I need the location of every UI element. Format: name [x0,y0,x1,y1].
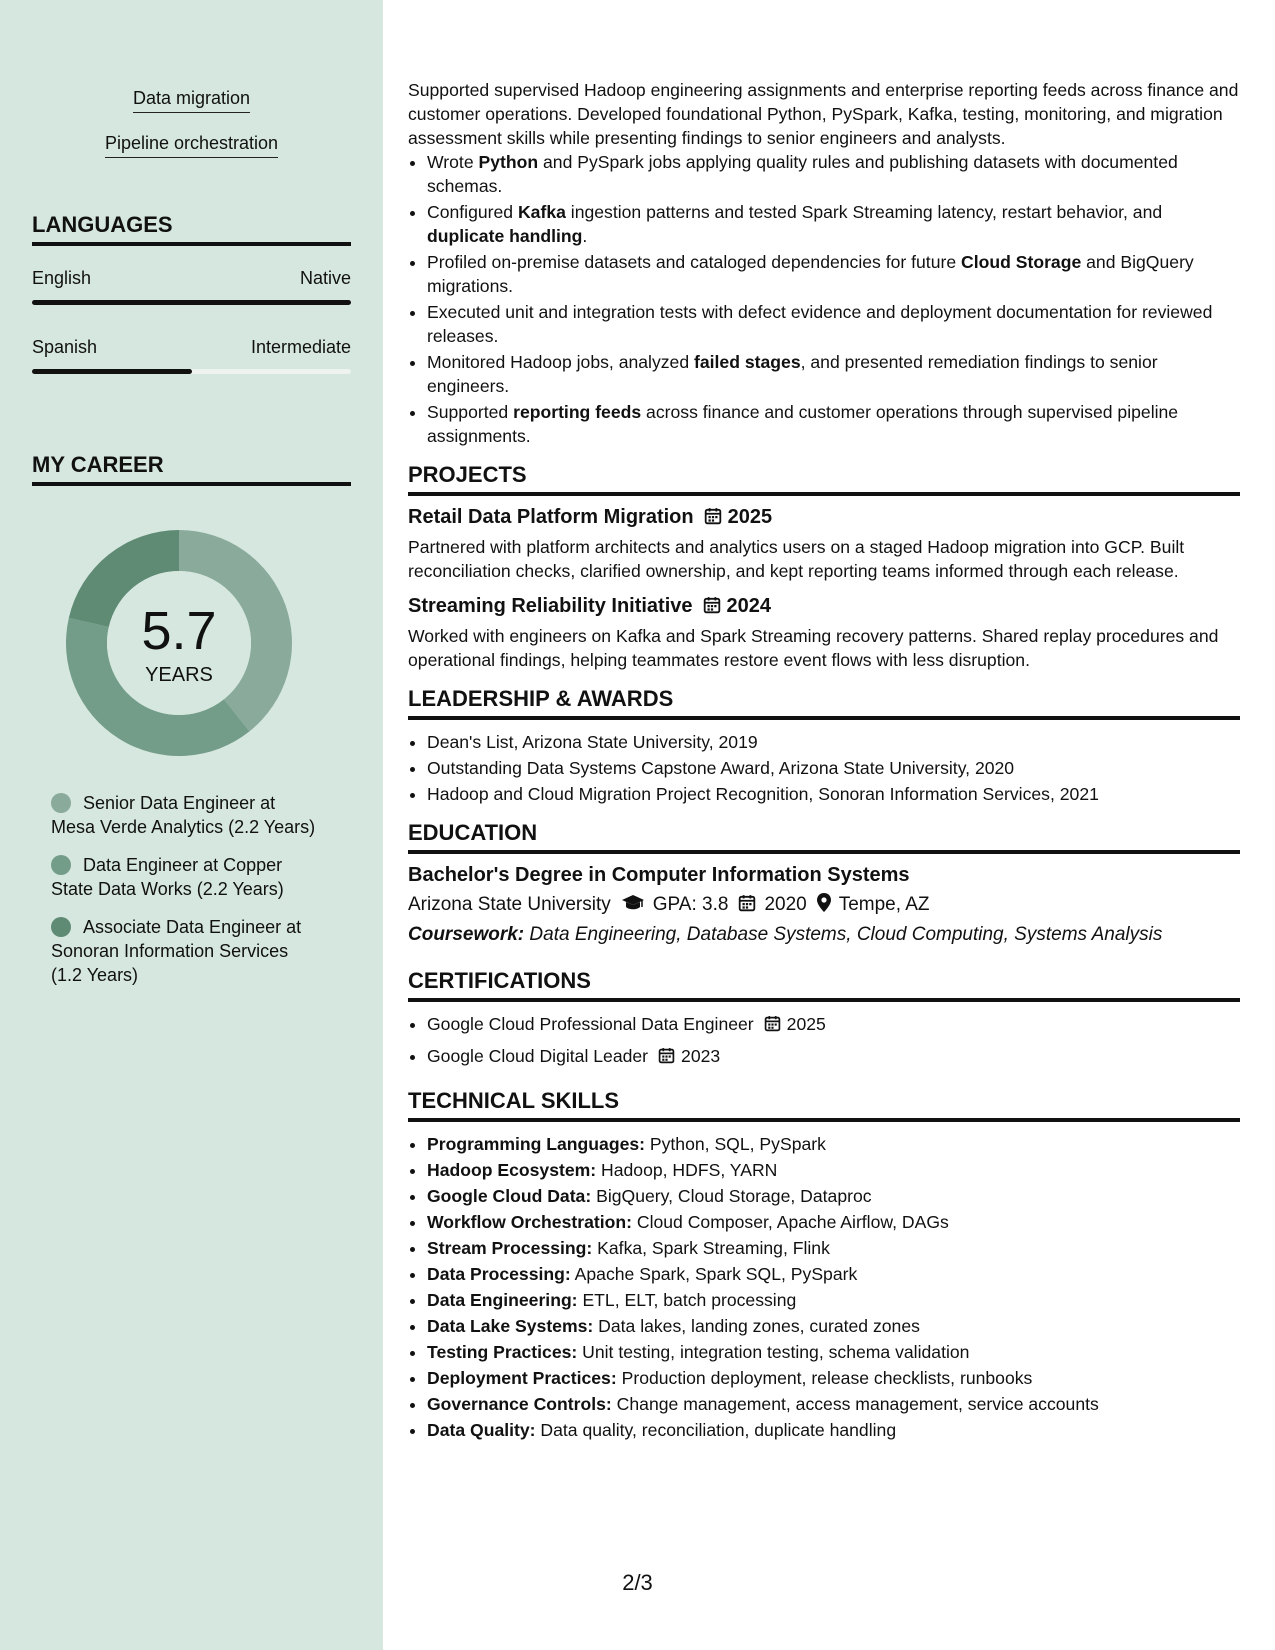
sidebar [0,0,383,1650]
career-legend-item: Data Engineer at Copper State Data Works (2.2 Years) [51,855,284,899]
project-description: Worked with engineers on Kafka and Spark Streaming recovery patterns. Shared replay procedures and operational findings, helping teammates restore event flows with less disruption. [408,626,1219,670]
experience-bullet: • Profiled on-premise datasets and cataloged dependencies for future Cloud Storage and BigQuery migrations. [427,250,1240,298]
language-name: English [32,268,92,288]
calendar-icon [764,1014,781,1038]
graduation-year: 2020 [764,894,807,915]
skill-item: • Data Quality: Data quality, reconciliation, duplicate handling [427,1418,1240,1442]
calendar-icon [658,1046,675,1070]
main-content [408,0,1240,1650]
skill-item: • Data Lake Systems: Data lakes, landing zones, curated zones [427,1314,1240,1338]
certification-item: • Google Cloud Digital Leader 2023 [427,1044,1240,1070]
language-name: Spanish [32,337,98,357]
awards-list [408,730,1240,806]
skill-item: • Stream Processing: Kafka, Spark Streaming, Flink [427,1236,1240,1260]
career-legend-item: Senior Data Engineer at Mesa Verde Analytics (2.2 Years) [51,793,316,837]
project-title: Retail Data Platform Migration 2025 [408,506,1240,531]
career-heading: MY CAREER [32,452,351,486]
education-details [408,893,1240,918]
skills-list [408,1132,1240,1442]
award-item: • Dean's List, Arizona State University, 2019 [427,730,1240,754]
project-title: Streaming Reliability Initiative 2024 [408,595,1240,620]
experience-bullet: • Wrote Python and PySpark jobs applying quality rules and publishing datasets with documented schemas. [427,150,1240,198]
skill-item: • Data Processing: Apache Spark, Spark SQL, PySpark [427,1262,1240,1286]
graduation-cap-icon [621,894,645,918]
skill-item: • Workflow Orchestration: Cloud Composer, Apache Airflow, DAGs [427,1210,1240,1234]
skill-item: • Deployment Practices: Production deployment, release checklists, runbooks [427,1366,1240,1390]
skill-item: • Hadoop Ecosystem: Hadoop, HDFS, YARN [427,1158,1240,1182]
language-bar-fill [32,300,351,305]
award-item: • Outstanding Data Systems Capstone Award, Arizona State University, 2020 [427,756,1240,780]
skill-item: • Governance Controls: Change management, access management, service accounts [427,1392,1240,1416]
certifications-heading: CERTIFICATIONS [408,968,1240,1002]
school-name: Arizona State University [408,894,611,915]
degree-title: Bachelor's Degree in Computer Information Systems [408,864,910,886]
location: Tempe, AZ [838,894,930,915]
education-heading: EDUCATION [408,820,1240,854]
experience-summary: Supported supervised Hadoop engineering assignments and enterprise reporting feeds across finance and customer operations. Developed foundational Python, PySpark, Kafka, testing, monitoring, and migration assessment skills while presenting findings to senior engineers and analysts. [408,80,1239,148]
languages-heading: LANGUAGES [32,212,351,246]
awards-heading: LEADERSHIP & AWARDS [408,686,1240,720]
experience-bullet: • Monitored Hadoop jobs, analyzed failed stages, and presented remediation findings to senior engineers. [427,350,1240,398]
career-total-years: 5.7 [141,601,217,661]
skill-item: • Testing Practices: Unit testing, integration testing, schema validation [427,1340,1240,1364]
career-years-unit: YEARS [145,664,213,686]
location-pin-icon [817,893,831,918]
career-legend [51,791,321,1001]
language-bar [32,300,351,305]
project-description: Partnered with platform architects and analytics users on a staged Hadoop migration into GCP. Built reconciliation checks, clarified ownership, and kept reporting teams informed through each release. [408,537,1185,581]
experience-bullets [408,150,1240,448]
legend-dot [51,917,71,937]
skill-item: • Programming Languages: Python, SQL, PySpark [427,1132,1240,1156]
page-number: 2/3 [622,1570,653,1595]
career-legend-item: Associate Data Engineer at Sonoran Information Services (1.2 Years) [51,917,302,985]
language-level: Native [299,268,351,288]
calendar-icon [704,507,722,531]
language-bar [32,369,351,374]
gpa: GPA: 3.8 [652,894,729,915]
language-level: Intermediate [250,337,351,357]
skills-heading: TECHNICAL SKILLS [408,1088,1240,1122]
award-item: • Hadoop and Cloud Migration Project Recognition, Sonoran Information Services, 2021 [427,782,1240,806]
projects-heading: PROJECTS [408,462,1240,496]
legend-dot [51,855,71,875]
coursework: Coursework: Data Engineering, Database Systems, Cloud Computing, Systems Analysis [408,924,1163,945]
calendar-icon [738,894,756,918]
experience-bullet: • Supported reporting feeds across finance and customer operations through supervised pipeline assignments. [427,400,1240,448]
calendar-icon [703,596,721,620]
certification-item: • Google Cloud Professional Data Engineer 2025 [427,1012,1240,1038]
skill-item: • Data Engineering: ETL, ELT, batch processing [427,1288,1240,1312]
skill-tag: Pipeline orchestration [0,133,383,158]
skill-item: • Google Cloud Data: BigQuery, Cloud Storage, Dataproc [427,1184,1240,1208]
legend-dot [51,793,71,813]
experience-bullet: • Executed unit and integration tests with defect evidence and deployment documentation for reviewed releases. [427,300,1240,348]
language-bar-fill [32,369,192,374]
certifications-list [408,1012,1240,1070]
experience-bullet: • Configured Kafka ingestion patterns and tested Spark Streaming latency, restart behavior, and duplicate handling. [427,200,1240,248]
skill-tag: Data migration [0,88,383,113]
